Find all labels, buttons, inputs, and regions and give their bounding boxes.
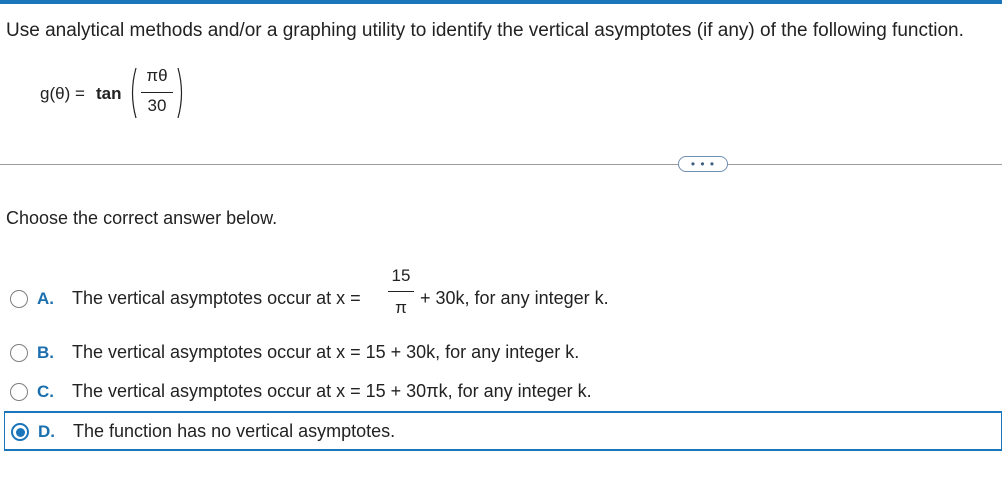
question-text: Use analytical methods and/or a graphing utility to identify the vertical asymptotes (if any) of the following function.: [6, 20, 964, 41]
function-numerator: πθ: [146, 66, 168, 85]
right-paren-icon: [176, 66, 186, 120]
radio-button-b[interactable]: [10, 344, 28, 362]
fraction-numerator: 15: [391, 266, 411, 285]
option-text: The vertical asymptotes occur at x = 15 + 30πk, for any integer k.: [72, 381, 592, 401]
more-button[interactable]: • • •: [678, 156, 728, 172]
fraction-denominator: π: [395, 298, 407, 317]
left-paren-icon: [128, 66, 138, 120]
function-fraction-line: [141, 92, 173, 93]
section-divider: [0, 164, 1002, 165]
option-letter: C.: [37, 382, 54, 401]
radio-button-a[interactable]: [10, 290, 28, 308]
option-letter: A.: [37, 289, 54, 308]
option-letter: B.: [37, 343, 54, 362]
answer-option-d[interactable]: [4, 411, 1002, 451]
radio-button-c[interactable]: [10, 383, 28, 401]
answer-prompt: Choose the correct answer below.: [6, 208, 278, 228]
answer-option-c[interactable]: [0, 379, 1002, 405]
top-accent-bar: [0, 0, 1002, 4]
option-text-after: + 30k, for any integer k.: [420, 288, 609, 308]
function-denominator: 30: [147, 96, 167, 115]
option-text: The function has no vertical asymptotes.: [73, 421, 396, 441]
answer-option-a[interactable]: [0, 262, 1002, 324]
fraction-line: [388, 291, 414, 292]
function-name: tan: [96, 84, 122, 103]
option-text-before: The vertical asymptotes occur at x =: [72, 288, 361, 308]
answer-option-b[interactable]: [0, 340, 1002, 366]
option-text: The vertical asymptotes occur at x = 15 + 30k, for any integer k.: [72, 342, 580, 362]
function-lhs: g(θ) =: [40, 84, 85, 103]
radio-button-d[interactable]: [11, 423, 29, 441]
option-letter: D.: [38, 422, 55, 441]
